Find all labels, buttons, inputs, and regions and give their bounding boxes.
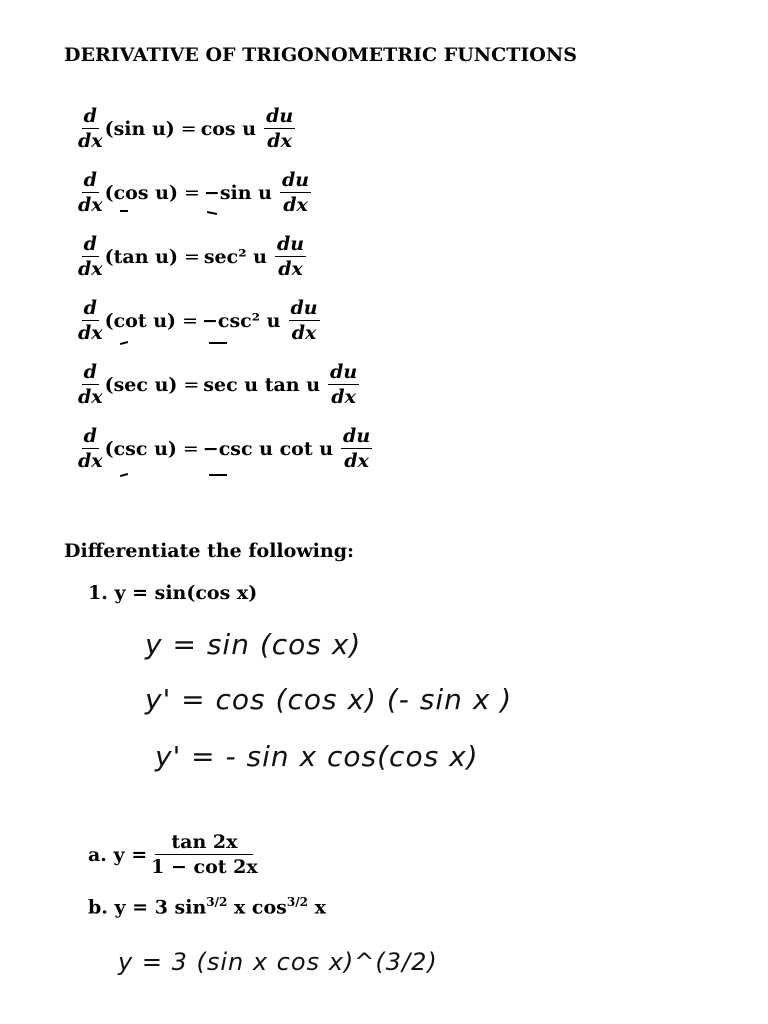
- page-title: DERIVATIVE OF TRIGONOMETRIC FUNCTIONS: [64, 44, 577, 66]
- du-numerator: du: [276, 233, 305, 255]
- equals-sign: =: [183, 373, 200, 396]
- du-numerator: du: [290, 297, 318, 319]
- problem-b-prefix: b. y = 3 sin: [88, 896, 207, 919]
- operator-denominator: dx: [78, 194, 103, 216]
- hand-tick: [120, 210, 128, 212]
- formula-row: [78, 424, 372, 473]
- problem-a: [88, 830, 258, 879]
- handwritten-line-4: y = 3 (sin x cos x)^(3/2): [118, 948, 438, 976]
- operator-numerator: d: [83, 425, 97, 447]
- du-numerator: du: [343, 425, 371, 447]
- formula-lhs: (sin u): [104, 117, 175, 140]
- formula-rhs: −csc² u: [201, 309, 281, 332]
- operator-denominator: dx: [78, 450, 103, 472]
- formula-rhs: sec u tan u: [203, 373, 321, 396]
- equals-sign: =: [182, 309, 198, 332]
- operator-numerator: d: [83, 233, 97, 255]
- equals-sign: =: [182, 437, 199, 460]
- formula-rhs: sec² u: [203, 245, 267, 268]
- formula-row: [78, 168, 311, 217]
- operator-denominator: dx: [78, 130, 103, 152]
- problem-a-label: a. y =: [88, 843, 148, 866]
- du-denominator: dx: [278, 258, 303, 280]
- formula-rhs: cos u: [200, 117, 257, 140]
- handwritten-line-1: y = sin (cos x): [145, 628, 362, 661]
- hand-tick: [209, 474, 227, 476]
- du-numerator: du: [266, 105, 294, 127]
- equals-sign: =: [183, 181, 200, 204]
- hand-tick: [120, 473, 128, 477]
- operator-numerator: d: [83, 361, 97, 383]
- formula-row: [78, 104, 295, 153]
- operator-numerator: d: [83, 297, 97, 319]
- hand-tick: [209, 342, 227, 344]
- problem-a-denominator: 1 − cot 2x: [151, 856, 258, 878]
- derivative-operator: [78, 232, 103, 281]
- derivative-operator: [78, 360, 103, 409]
- du-dx-fraction: [328, 360, 359, 409]
- problem-b-mid: x cos: [227, 896, 287, 919]
- formula-rhs: −csc u cot u: [202, 437, 334, 460]
- operator-numerator: d: [83, 105, 97, 127]
- handwritten-line-3: y' = - sin x cos(cos x): [155, 740, 479, 773]
- du-denominator: dx: [344, 450, 369, 472]
- derivative-operator: [78, 104, 103, 153]
- formula-lhs: (csc u): [104, 437, 177, 460]
- derivative-operator: [78, 424, 103, 473]
- equals-sign: =: [183, 245, 200, 268]
- du-dx-fraction: [275, 232, 306, 281]
- formula-row: [78, 232, 306, 281]
- section-heading: Differentiate the following:: [64, 540, 355, 562]
- formula-lhs: (sec u): [104, 373, 178, 396]
- du-numerator: du: [281, 169, 310, 191]
- derivative-operator: [78, 296, 103, 345]
- exponent-1: 3/2: [206, 895, 228, 909]
- handwritten-line-2: y' = cos (cos x) (- sin x ): [145, 683, 513, 716]
- formula-row: [78, 296, 320, 345]
- exponent-2: 3/2: [286, 895, 308, 909]
- problem-b: [88, 895, 326, 918]
- equals-sign: =: [180, 117, 197, 140]
- du-denominator: dx: [331, 386, 356, 408]
- formula-lhs: (cot u): [104, 309, 177, 332]
- problem-a-fraction: [151, 830, 258, 879]
- formula-lhs: (tan u): [104, 245, 178, 268]
- du-dx-fraction: [289, 296, 320, 345]
- problem-a-numerator: tan 2x: [155, 830, 253, 855]
- operator-numerator: d: [83, 169, 97, 191]
- formula-rhs: −sin u: [203, 181, 272, 204]
- problem-b-suffix: x: [307, 896, 326, 919]
- du-denominator: dx: [291, 322, 317, 344]
- du-dx-fraction: [341, 424, 372, 473]
- formula-lhs: (cos u): [104, 181, 178, 204]
- formula-row: [78, 360, 359, 409]
- du-denominator: dx: [283, 194, 308, 216]
- du-dx-fraction: [280, 168, 311, 217]
- du-numerator: du: [330, 361, 358, 383]
- du-dx-fraction: [264, 104, 295, 153]
- derivative-operator: [78, 168, 103, 217]
- operator-denominator: dx: [78, 258, 103, 280]
- du-denominator: dx: [267, 130, 292, 152]
- problem-1: 1. y = sin(cos x): [88, 582, 258, 604]
- operator-denominator: dx: [78, 322, 103, 344]
- operator-denominator: dx: [78, 386, 103, 408]
